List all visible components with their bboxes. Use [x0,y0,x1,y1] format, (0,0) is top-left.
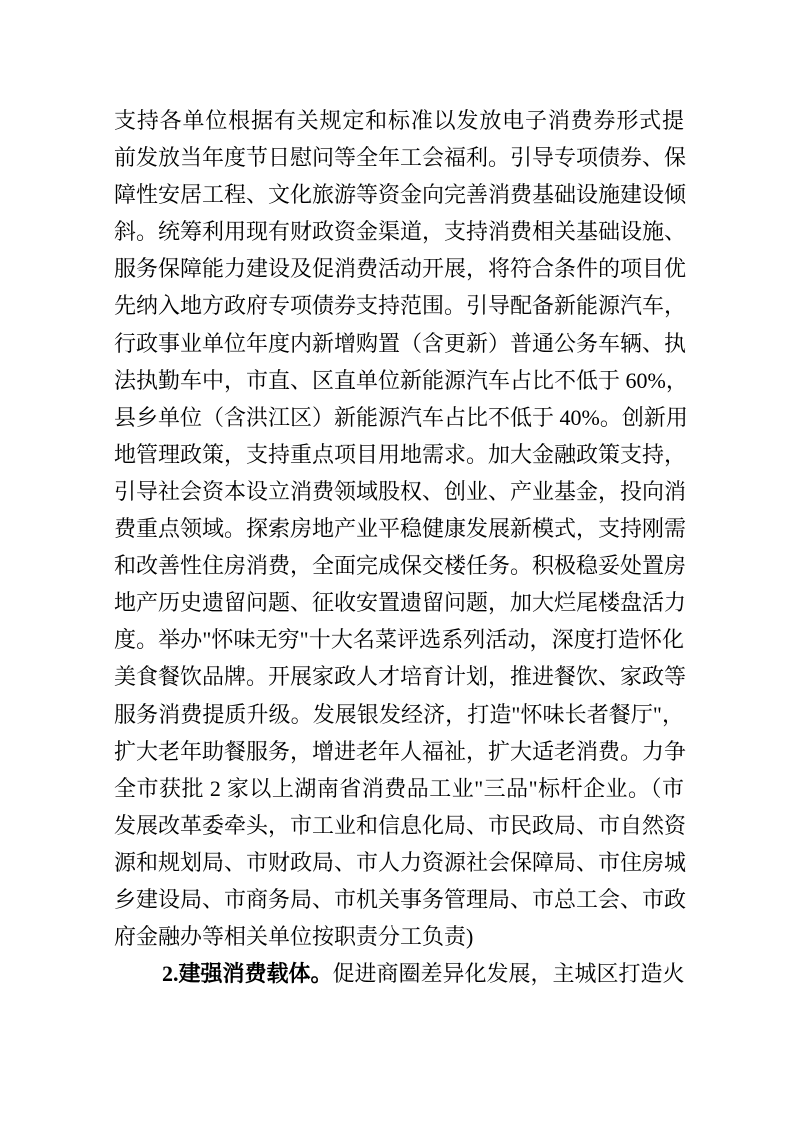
text-line: 前发放当年度节日慰问等全年工会福利。引导专项债券、保 [114,145,687,171]
text-line: 服务消费提质升级。发展银发经济，打造"怀味长者餐厅"， [114,701,684,727]
text-line: 行政事业单位年度内新增购置（含更新）普通公务车辆、执 [114,330,687,356]
text-line: 扩大老年助餐服务，增进老年人福祉，扩大适老消费。力争 [114,738,687,764]
text-line: 法执勤车中，市直、区直单位新能源汽车占比不低于 60%， [114,367,688,393]
text-line: 美食餐饮品牌。开展家政人才培育计划，推进餐饮、家政等 [114,664,687,690]
text-line: 支持各单位根据有关规定和标准以发放电子消费券形式提 [114,108,684,133]
item-2-heading: 2.建强消费载体。 [162,961,333,987]
text-line: 地管理政策，支持重点项目用地需求。加大金融政策支持， [114,441,687,467]
text-line: 障性安居工程、文化旅游等资金向完善消费基础设施建设倾 [114,182,687,208]
text-line: 先纳入地方政府专项债券支持范围。引导配备新能源汽车， [114,293,687,319]
document-text-block [114,102,688,992]
text-line: 源和规划局、市财政局、市人力资源社会保障局、市住房城 [114,849,687,875]
text-line: 县乡单位（含洪江区）新能源汽车占比不低于 40%。创新用 [114,404,688,430]
text-line: 服务保障能力建设及促消费活动开展，将符合条件的项目优 [114,256,687,282]
text-line: 引导社会资本设立消费领域股权、创业、产业基金，投向消 [114,478,687,504]
paragraph-item-2 [114,955,684,992]
text-line: 和改善性住房消费，全面完成保交楼任务。积极稳妥处置房 [114,553,687,579]
text-line: 府金融办等相关单位按职责分工负责) [114,924,474,950]
text-line: 费重点领域。探索房地产业平稳健康发展新模式，支持刚需 [114,516,687,542]
text-line: 地产历史遗留问题、征收安置遗留问题，加大烂尾楼盘活力 [114,590,687,616]
item-2-text: 促进商圈差异化发展，主城区打造火 [332,961,685,987]
text-line: 乡建设局、市商务局、市机关事务管理局、市总工会、市政 [114,886,687,912]
text-line: 全市获批 2 家以上湖南省消费品工业"三品"标杆企业。（市 [114,775,684,801]
text-line: 斜。统筹利用现有财政资金渠道，支持消费相关基础设施、 [114,219,687,245]
text-line: 发展改革委牵头，市工业和信息化局、市民政局、市自然资 [114,812,687,838]
text-line: 度。举办"怀味无穷"十大名菜评选系列活动，深度打造怀化 [114,627,684,653]
paragraph-continuation [114,102,688,955]
